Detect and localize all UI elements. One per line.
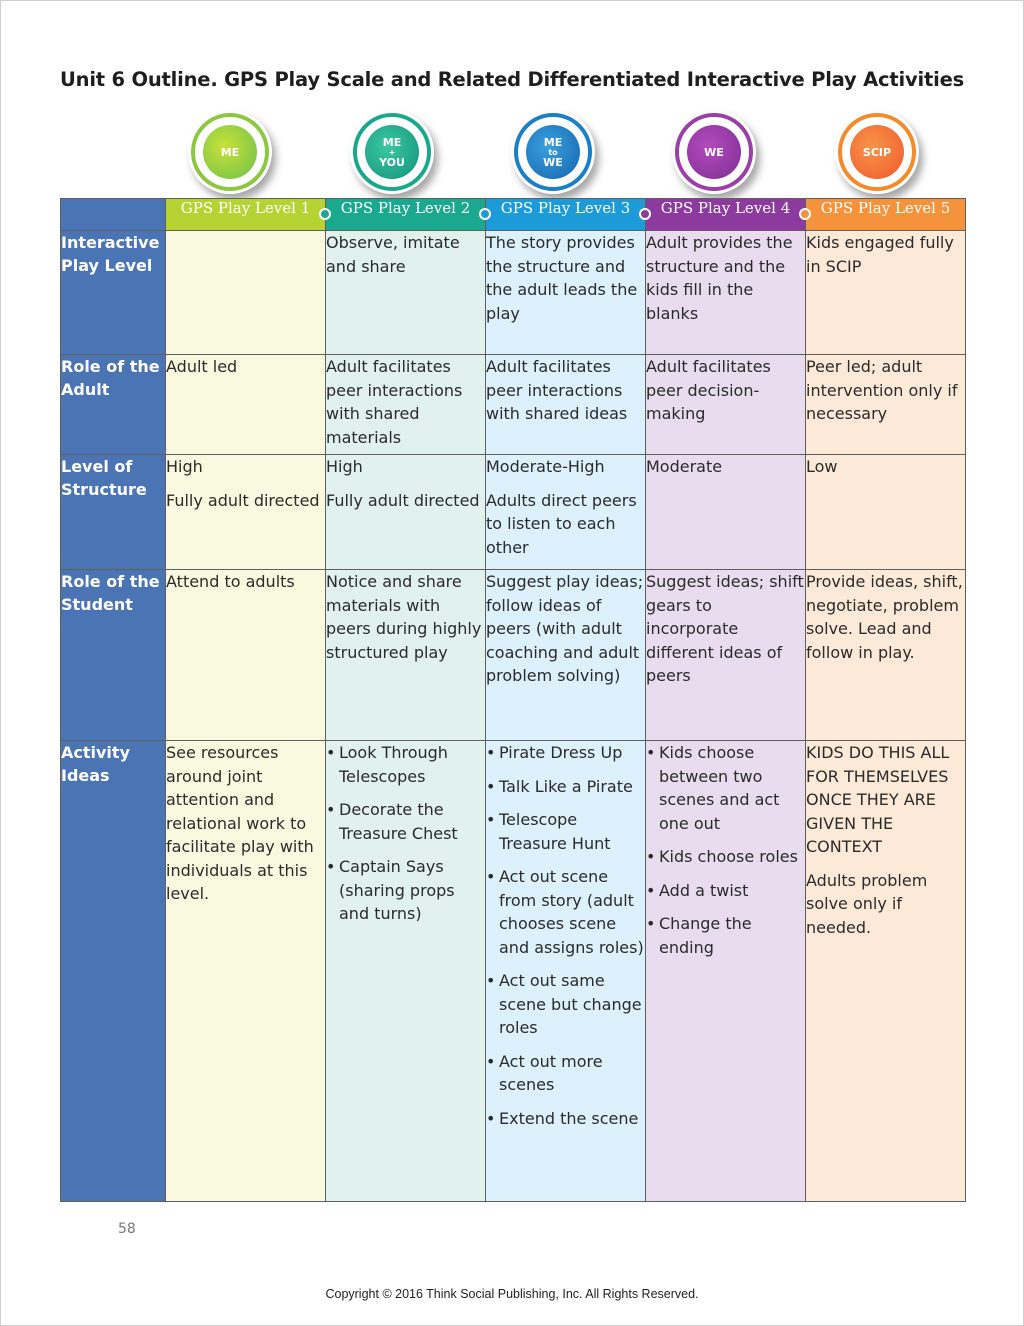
table-cell: See resources around joint attention and relational work to facilitate play with individuals at this level. — [166, 741, 326, 1202]
table-cell: Suggest play ideas; follow ideas of peers (with adult coaching and adult problem solving) — [486, 570, 646, 741]
table-cell — [326, 741, 486, 1202]
table-cell: Notice and share materials with peers during highly structured play — [326, 570, 486, 741]
table-cell — [806, 741, 966, 1202]
list-item: • Extend the scene — [486, 1107, 645, 1131]
row-header: Role of the Adult — [61, 355, 166, 455]
level-1-header: GPS Play Level 1 — [166, 199, 326, 231]
me-badge-icon: ME — [188, 110, 272, 194]
cell-line: Low — [806, 457, 838, 476]
we-badge-icon: WE — [672, 110, 756, 194]
level-marker-dot — [799, 208, 811, 220]
level-marker-dot — [639, 208, 651, 220]
cell-line: Adults direct peers to listen to each other — [486, 490, 637, 557]
cell-line: Adults problem solve only if needed. — [806, 870, 928, 937]
page-title: Unit 6 Outline. GPS Play Scale and Related Differentiated Interactive Play Activities — [60, 68, 965, 91]
table-cell: Adult facilitates peer interactions with shared ideas — [486, 355, 646, 455]
cell-line: Moderate-High — [486, 457, 605, 476]
gps-play-scale-table — [60, 198, 966, 1202]
list-item: • Look Through Telescopes — [326, 741, 485, 788]
activity-list — [486, 741, 645, 1130]
level-marker-dot — [319, 208, 331, 220]
level-header-row — [61, 199, 966, 231]
table-cell: Adult provides the structure and the kids fill in the blanks — [646, 231, 806, 355]
row-header: Activity Ideas — [61, 741, 166, 1202]
me-to-we-badge-icon: ME to WE — [511, 110, 595, 194]
list-item: • Kids choose roles — [646, 845, 805, 869]
list-item: • Add a twist — [646, 879, 805, 903]
row-header: Level of Structure — [61, 455, 166, 570]
cell-line: High — [326, 457, 363, 476]
table-cell: Adult facilitates peer decision-making — [646, 355, 806, 455]
row-header: Interactive Play Level — [61, 231, 166, 355]
list-item: • Act out more scenes — [486, 1050, 645, 1097]
table-cell: Adult facilitates peer interactions with shared materials — [326, 355, 486, 455]
list-item: • Change the ending — [646, 912, 805, 959]
interactive-play-level-row — [61, 231, 966, 355]
table-cell — [646, 455, 806, 570]
activity-list — [326, 741, 485, 926]
me-plus-you-badge-icon: ME + YOU — [350, 110, 434, 194]
level-5-header: GPS Play Level 5 — [806, 199, 966, 231]
activity-list — [646, 741, 805, 959]
role-of-student-row — [61, 570, 966, 741]
table-cell: Suggest ideas; shift gears to incorporate different ideas of peers — [646, 570, 806, 741]
list-item: • Kids choose between two scenes and act one out — [646, 741, 805, 835]
list-item: • Telescope Treasure Hunt — [486, 808, 645, 855]
list-item: • Pirate Dress Up — [486, 741, 645, 765]
list-item: • Captain Says (sharing props and turns) — [326, 855, 485, 926]
table-cell: The story provides the structure and the adult leads the play — [486, 231, 646, 355]
table-cell — [326, 455, 486, 570]
page-number: 58 — [118, 1221, 136, 1237]
cell-line: Fully adult directed — [166, 490, 320, 510]
table-cell: Provide ideas, shift, negotiate, problem solve. Lead and follow in play. — [806, 570, 966, 741]
cell-line: KIDS DO THIS ALL FOR THEMSELVES ONCE THEY ARE GIVEN THE CONTEXT — [806, 743, 950, 856]
table-cell — [486, 455, 646, 570]
list-item: • Talk Like a Pirate — [486, 775, 645, 799]
table-cell: Adult led — [166, 355, 326, 455]
table-cell — [166, 231, 326, 355]
table-cell: Kids engaged fully in SCIP — [806, 231, 966, 355]
row-header: Role of the Student — [61, 570, 166, 741]
table-cell — [486, 741, 646, 1202]
level-2-header: GPS Play Level 2 — [326, 199, 486, 231]
activity-ideas-row — [61, 741, 966, 1202]
table-cell: Attend to adults — [166, 570, 326, 741]
table-cell — [806, 455, 966, 570]
table-cell: Observe, imitate and share — [326, 231, 486, 355]
header-corner — [61, 199, 166, 231]
table-cell — [646, 741, 806, 1202]
cell-line: High — [166, 457, 203, 476]
level-3-header: GPS Play Level 3 — [486, 199, 646, 231]
level-4-header: GPS Play Level 4 — [646, 199, 806, 231]
table-cell: Peer led; adult intervention only if necessary — [806, 355, 966, 455]
list-item: • Act out same scene but change roles — [486, 969, 645, 1040]
level-of-structure-row — [61, 455, 966, 570]
scip-badge-icon: SCIP — [835, 110, 919, 194]
level-marker-dot — [479, 208, 491, 220]
role-of-adult-row — [61, 355, 966, 455]
copyright-notice: Copyright © 2016 Think Social Publishing, Inc. All Rights Reserved. — [325, 1287, 699, 1301]
table-cell — [166, 455, 326, 570]
cell-line: Fully adult directed — [326, 490, 480, 510]
list-item: • Act out scene from story (adult chooses scene and assigns roles) — [486, 865, 645, 959]
cell-line: Moderate — [646, 457, 723, 476]
list-item: • Decorate the Treasure Chest — [326, 798, 485, 845]
